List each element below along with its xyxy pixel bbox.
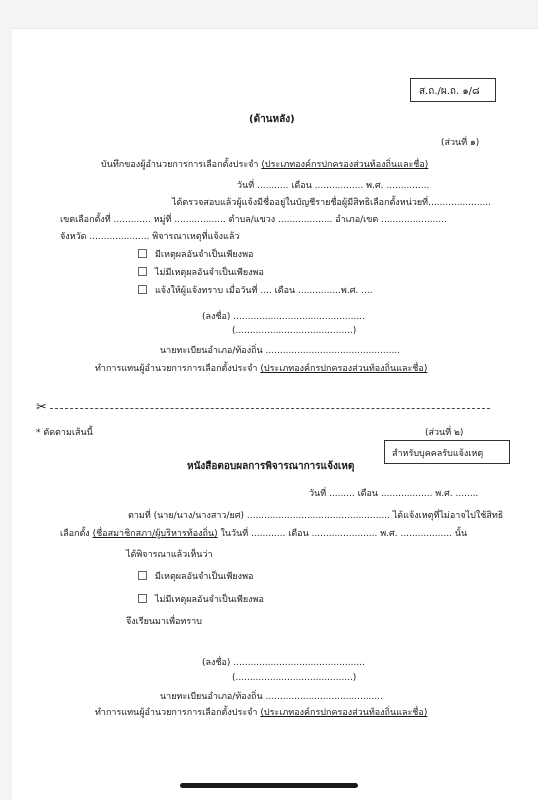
part2-date-line: วันที่ ......... เดือน .................. พ.ศ. ........: [309, 489, 479, 499]
part2-number: (ส่วนที่ ๒): [425, 428, 464, 438]
part1-option-sufficient: มีเหตุผลอันจำเป็นเพียงพอ: [138, 247, 253, 261]
part1-sign-line: (ลงชื่อ) ..............................................: [202, 312, 365, 322]
part2-reference-line: ตามที่ (นาย/นาง/นางสาว/ยศ) .................................................. ได้แจ้งเหตุที่ไม่อาจไปใช้สิทธิ: [128, 511, 504, 521]
part2-inform: จึงเรียนมาเพื่อทราบ: [126, 617, 202, 627]
part2-option-insufficient: ไม่มีเหตุผลอันจำเป็นเพียงพอ: [138, 592, 264, 606]
part2-title: หนังสือตอบผลการพิจารณาการแจ้งเหตุ: [187, 461, 355, 472]
part1-name-line: (.........................................): [232, 326, 357, 336]
checkbox[interactable]: [138, 267, 147, 276]
scissors-icon: ✂: [36, 400, 47, 415]
part1-option-insufficient: ไม่มีเหตุผลอันจำเป็นเพียงพอ: [138, 265, 264, 279]
part1-province-line: จังหวัด ..................... พิจารณาเหตุที่แจ้งแล้ว: [60, 232, 240, 242]
checkbox[interactable]: [138, 594, 147, 603]
part2-name-line: (.........................................): [232, 673, 357, 683]
viewer-left-edge: [0, 28, 12, 800]
home-indicator[interactable]: [180, 783, 358, 788]
recipient-label: สำหรับบุคคลรับแจ้งเหตุ: [392, 449, 484, 459]
form-code: ส.ถ./ผ.ถ. ๑/๘: [419, 86, 480, 97]
cut-line: [50, 408, 490, 409]
part2-election-line: เลือกตั้ง (ชื่อสมาชิกสภา/ผู้บริหารท้องถิ่น) ในวันที่ ............ เดือน ....................... พ.ศ. .................. นั้น: [60, 529, 468, 539]
part2-sign-line: (ลงชื่อ) ..............................................: [202, 658, 365, 668]
part2-registrar-line: นายทะเบียนอำเภอ/ท้องถิ่น .........................................: [160, 692, 383, 702]
part1-heading: บันทึกของผู้อำนวยการการเลือกตั้งประจำ (ประเภทองค์กรปกครองส่วนท้องถิ่นและชื่อ): [101, 160, 429, 170]
checkbox[interactable]: [138, 285, 147, 294]
checkbox[interactable]: [138, 571, 147, 580]
part2-on-behalf: ทำการแทนผู้อำนวยการการเลือกตั้งประจำ (ประเภทองค์กรปกครองส่วนท้องถิ่นและชื่อ): [95, 708, 428, 718]
part2-option-sufficient: มีเหตุผลอันจำเป็นเพียงพอ: [138, 569, 253, 583]
part1-option-notify: แจ้งให้ผู้แจ้งทราบ เมื่อวันที่ .... เดือน ...............พ.ศ. ....: [138, 283, 373, 297]
part1-on-behalf: ทำการแทนผู้อำนวยการการเลือกตั้งประจำ (ประเภทองค์กรปกครองส่วนท้องถิ่นและชื่อ): [95, 364, 428, 374]
part1-date-line: วันที่ ........... เดือน ................. พ.ศ. ...............: [237, 181, 430, 191]
part2-considered: ได้พิจารณาแล้วเห็นว่า: [126, 550, 213, 560]
back-side-label: (ด้านหลัง): [249, 114, 295, 125]
part1-district-line: เขตเลือกตั้งที่ ............. หมู่ที่ .................. ตำบล/แขวง ................... อำเภอ/เขต .......................: [60, 215, 447, 225]
part1-registrar-line: นายทะเบียนอำเภอ/ท้องถิ่น ...............................................: [160, 346, 401, 356]
viewer-top-bar: [0, 0, 538, 29]
checkbox[interactable]: [138, 249, 147, 258]
part1-number: (ส่วนที่ ๑): [441, 138, 480, 148]
cut-note: * ตัดตามเส้นนี้: [36, 428, 93, 438]
part1-verify-line: ได้ตรวจสอบแล้วผู้แจ้งมีชื่ออยู่ในบัญชีรายชื่อผู้มีสิทธิเลือกตั้งหน่วยที่......................: [172, 198, 492, 208]
